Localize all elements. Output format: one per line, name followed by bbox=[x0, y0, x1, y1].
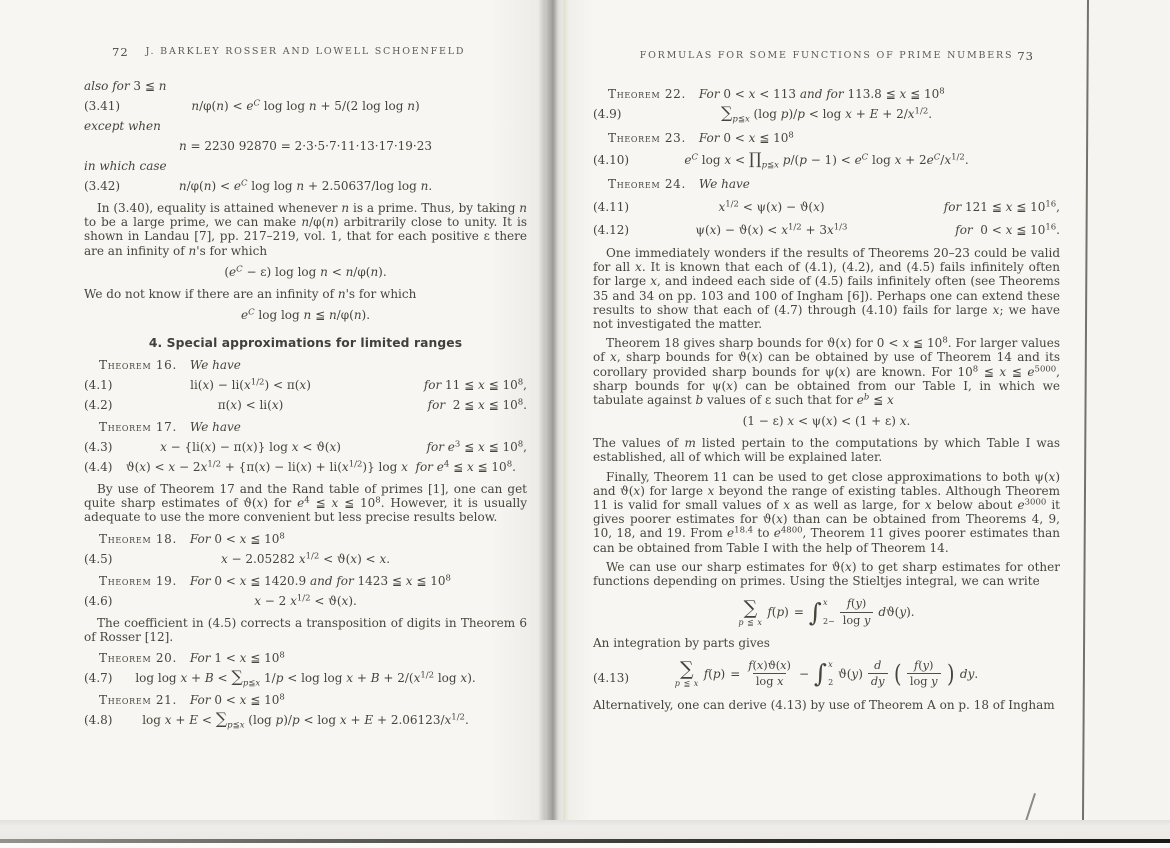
theorem-24 bbox=[593, 177, 1060, 192]
theorem-condition: For 1 < x ≦ $10^8$ bbox=[189, 650, 285, 666]
equation-4-4 bbox=[84, 460, 527, 475]
theorem-condition: For 0 < x < 113 and for 113.8 ≦ x ≦ $10^8$ bbox=[698, 86, 945, 101]
equation-formula: $(e^C - \varepsilon)$ log log n < n/φ(n). bbox=[224, 264, 387, 279]
theorem-19 bbox=[84, 574, 527, 589]
equation-4-12 bbox=[593, 223, 1060, 238]
fraction: $\frac{f(y)}{\text{log y}}$ bbox=[840, 597, 874, 628]
theorem-condition: We have bbox=[189, 358, 241, 373]
equation-tag: (4.9) bbox=[593, 107, 622, 121]
equation-range: for 11 ≦ x ≦ $10^8$, bbox=[423, 377, 527, 393]
equation-formula: π(x) < li(x) bbox=[217, 398, 284, 413]
paragraph: The coefficient in (4.5) corrects a transposition of digits in Theorem 6 of Rosser [12]. bbox=[84, 615, 527, 644]
theorem-label: Theorem 17. bbox=[99, 420, 178, 435]
equation-tag: (4.4) bbox=[84, 460, 113, 475]
page-73 bbox=[563, 0, 1088, 822]
equation-tag: (4.1) bbox=[84, 378, 113, 393]
running-head-authors: J. BARKLEY ROSSER AND LOWELL SCHOENFELD bbox=[145, 46, 466, 57]
equation-formula: x − 2 $x^{1/2} < ϑ(x)$. bbox=[254, 593, 357, 608]
equation-tag: (4.5) bbox=[84, 551, 113, 566]
sum-operator: ∑ p ≦ x bbox=[674, 658, 699, 689]
theorem-23 bbox=[593, 131, 1060, 146]
equation-range: for 121 ≦ x ≦ $10^{16}$, bbox=[943, 199, 1060, 214]
fraction: $\frac{d}{dy}$ bbox=[868, 659, 888, 690]
theorem-label: Theorem 24. bbox=[608, 177, 687, 191]
equation-formula: $e^C$ $\log x < \prod_{p≦x}$ $p/(p - 1) < e^C$ $\log x + 2e^C/x^{1/2}$. bbox=[684, 149, 969, 171]
book-gutter-shadow bbox=[538, 0, 568, 822]
equals-sign: = bbox=[730, 666, 741, 681]
equation-4-1 bbox=[84, 378, 527, 393]
theorem-20 bbox=[84, 651, 527, 666]
theorem-label: Theorem 23. bbox=[608, 131, 687, 145]
equation-tag: (3.42) bbox=[84, 179, 121, 193]
integral-operator: ∫ x 2− bbox=[808, 597, 835, 627]
theorem-label: Theorem 16. bbox=[99, 358, 178, 373]
equation-4-13 bbox=[593, 659, 1060, 690]
equation-formula: x − {li(x) − π(x)} log x < ϑ(x) bbox=[160, 440, 341, 455]
running-header-right bbox=[593, 50, 1060, 64]
equation-tag: (4.6) bbox=[84, 593, 113, 608]
equation-formula: $n/\varphi(n) < e^C$ log log n + 2.50637/log log n. bbox=[178, 178, 433, 193]
theorem-22 bbox=[593, 87, 1060, 102]
page-number-left: 72 bbox=[112, 45, 129, 59]
running-head-title: FORMULAS FOR SOME FUNCTIONS OF PRIME NUMBERS bbox=[639, 50, 1014, 61]
theorem-condition: For 0 < x ≦ $10^8$ bbox=[189, 692, 285, 708]
minus-sign: − bbox=[798, 666, 810, 681]
theorem-label: Theorem 21. bbox=[99, 693, 178, 708]
equation-formula: $\sum_{p≦x}$ (log $p)/p < \log x + E + 2/x^{1/2}$. bbox=[720, 103, 933, 125]
theorem-condition: We have bbox=[698, 177, 750, 191]
equation-formula: $\psi(x) - ϑ(x) < x^{1/2} + 3x^{1/3}$ bbox=[695, 222, 848, 237]
paragraph: Alternatively, one can derive (4.13) by use of Theorem A on p. 18 of Ingham bbox=[593, 698, 1055, 713]
equation-formula: $n/\varphi(n) < e^C$ log log n + 5/(2 log log n) bbox=[191, 98, 420, 113]
equation-4-5 bbox=[84, 552, 527, 567]
paragraph: Finally, Theorem 11 can be used to get close approximations to both ψ(x) and ϑ(x) for large x beyond the range of existing tables. Although Theorem 11 is valid for small values of x as well as large, for x below about $e^{3000}$ it gives poorer estimates for ϑ(x) than can be obtained from Theorems 4, 9, 10, 18, and 19. From $e^{18.4}$ to $e^{4800}$, Theorem 11 gives poorer estimates than can be obtained from Table I with the help of Theorem 14. bbox=[593, 469, 1061, 555]
equation-4-6 bbox=[84, 594, 527, 609]
equation-tag: (4.8) bbox=[84, 713, 113, 728]
theorem-condition: For 0 < x ≦ $10^8$ bbox=[189, 531, 285, 546]
equation-4-7 bbox=[84, 667, 527, 689]
formula-term: f(p) bbox=[703, 666, 726, 681]
equation-formula: ∑ p ≦ x f(p) = $\frac{f(x)ϑ(x)}{\text{log x}}$ − ∫ x 2 ϑ(y) $\frac{d}{dy}$ ( $\frac{f(y)}{\text{log y}}$ ) dy. bbox=[674, 658, 979, 689]
equation-4-2 bbox=[84, 398, 527, 413]
equation-tag: (4.11) bbox=[593, 200, 630, 214]
paragraph: In (3.40), equality is attained whenever n is a prime. Thus, by taking n to be a large prime, we can make n/φ(n) arbitrarily close to unity. It is shown in Landau [7], pp. 217–219, vol. 1, that for each positive ε there are an infinity of n's for which bbox=[84, 201, 528, 258]
scan-bottom-margin bbox=[0, 843, 1170, 848]
equation-4-8 bbox=[84, 709, 527, 731]
equation-4-3 bbox=[84, 440, 527, 455]
paragraph: One immediately wonders if the results of Theorems 20–23 could be valid for all x. It is known that each of (4.1), (4.2), and (4.5) fails infinitely often for large x, and indeed each side of (4.5) fails infinitely often (see Theorems 35 and 34 on pp. 103 and 100 of Ingham [6]). Perhaps one can extend these results to show that each of (4.7) through (4.10) fails for large x; we have not investigated the matter. bbox=[593, 246, 1060, 332]
fraction: $\frac{f(x)ϑ(x)}{\text{log x}}$ bbox=[748, 658, 791, 689]
theorem-condition: We have bbox=[189, 420, 241, 435]
condition-line: also for 3 ≦ n bbox=[84, 79, 167, 93]
theorem-condition: For 0 < x ≦ $10^8$ bbox=[698, 130, 794, 145]
equation-formula: $e^C$ log log n ≦ n/φ(n). bbox=[240, 307, 371, 323]
theorem-label: Theorem 19. bbox=[99, 573, 178, 588]
theorem-condition: For 0 < x ≦ 1420.9 and for 1423 ≦ x ≦ $10^8$ bbox=[189, 573, 451, 588]
equation-infinity bbox=[84, 265, 527, 280]
page-72 bbox=[0, 0, 545, 822]
fraction: $\frac{f(y)}{\text{log y}}$ bbox=[907, 659, 941, 690]
theorem-18 bbox=[84, 532, 527, 547]
equation-4-11 bbox=[593, 200, 1060, 215]
equation-tag: (4.10) bbox=[593, 153, 630, 167]
equation-formula: x − 2.05282 $x^{1/2} < ϑ(x) < x$. bbox=[220, 551, 391, 566]
equation-3-41 bbox=[84, 99, 527, 114]
equation-tag: (3.41) bbox=[84, 99, 121, 113]
condition-line: except when bbox=[84, 119, 161, 133]
equation-formula: $ϑ(x) < x - 2x^{1/2} + \{\pi(x) - li(x) + li(x^{1/2})\}$ log x for $e^4$ ≦ x ≦ $10^8$. bbox=[126, 459, 516, 475]
scan-bottom-band bbox=[0, 820, 1170, 839]
equation-formula: $\log \log x + B < \sum_{p≦x}$ $1/p < \log \log x + B + 2/(x^{1/2}$ log x). bbox=[135, 667, 476, 689]
theorem-label: Theorem 20. bbox=[99, 651, 178, 666]
equation-formula: $x^{1/2} < \psi(x) - ϑ(x)$ bbox=[718, 199, 825, 214]
paragraph: We can use our sharp estimates for ϑ(x) to get sharp estimates for other functions depending on primes. Using the Stieltjes integral, we can write bbox=[593, 559, 1060, 589]
equation-tag: (4.7) bbox=[84, 671, 113, 686]
theorem-16 bbox=[84, 358, 527, 373]
integral-operator: ∫ x 2 bbox=[814, 659, 834, 689]
equation-4-9 bbox=[593, 103, 1060, 125]
equation-4-10 bbox=[593, 149, 1060, 171]
equation-not-known bbox=[84, 308, 527, 323]
equation-formula: (1 − ε) x < ψ(x) < (1 + ε) x. bbox=[742, 414, 911, 429]
paragraph: The values of m listed pertain to the computations by which Table I was established, all of which will be explained later. bbox=[593, 436, 1061, 465]
equation-range: for $e^3$ ≦ x ≦ $10^8$, bbox=[426, 439, 527, 455]
page-number-right: 73 bbox=[1017, 49, 1034, 63]
formula-term: dy. bbox=[959, 666, 979, 681]
theorem-label: Theorem 22. bbox=[608, 87, 687, 101]
equation-range: for 2 ≦ x ≦ $10^8$. bbox=[427, 397, 527, 413]
equation-epsilon-bounds bbox=[593, 414, 1060, 429]
paragraph: By use of Theorem 17 and the Rand table of primes [1], one can get quite sharp estimates of ϑ(x) for $e^4$ ≦ x ≦ $10^8$. However, it is usually adequate to use the more convenient but less precise results below. bbox=[84, 482, 527, 525]
formula-term: ϑ(y) bbox=[838, 666, 863, 681]
equation-tag: (4.2) bbox=[84, 398, 113, 413]
equation-3-42 bbox=[84, 179, 527, 194]
equation-tag: (4.13) bbox=[593, 670, 630, 685]
formula-term: dϑ(y). bbox=[878, 605, 915, 620]
theorem-21 bbox=[84, 693, 527, 708]
condition-line: in which case bbox=[84, 159, 167, 173]
equation-tag: (4.12) bbox=[593, 223, 630, 237]
page-edge-underlay bbox=[1089, 0, 1170, 822]
equation-range: for 0 < x ≦ $10^{16}$. bbox=[955, 222, 1060, 237]
theorem-17 bbox=[84, 420, 527, 435]
equation-tag: (4.3) bbox=[84, 440, 113, 455]
equation-formula: $\log x + E < \sum_{p≦x}$ (log $p)/p < \log x + E + 2.06123/x^{1/2}$. bbox=[142, 709, 469, 731]
sum-operator: ∑ p ≦ x bbox=[738, 596, 763, 627]
equals-sign: = bbox=[793, 605, 804, 620]
paragraph: An integration by parts gives bbox=[593, 635, 770, 650]
paragraph: Theorem 18 gives sharp bounds for ϑ(x) for 0 < x ≦ $10^8$. For larger values of x, sharp bounds for ϑ(x) can be obtained by use of Theorem 14 and its corollary provided sharp bounds for ψ(x) are known. For $10^8$ ≦ x ≦ $e^{5000}$, sharp bounds for ψ(x) can be obtained from our Table I, in which we tabulate against b values of ε such that for $e^b$ ≦ x bbox=[593, 335, 1061, 408]
equation-formula: n = 2230 92870 = 2·3·5·7·11·13·17·19·23 bbox=[178, 139, 433, 153]
formula-term: f(p) bbox=[767, 605, 789, 620]
running-header-left bbox=[84, 46, 527, 60]
equation-formula: $li(x) - li(x^{1/2}) < \pi(x)$ bbox=[190, 377, 311, 393]
theorem-label: Theorem 18. bbox=[99, 531, 178, 546]
section-heading: 4. Special approximations for limited ranges bbox=[148, 336, 463, 351]
paragraph: We do not know if there are an infinity of n's for which bbox=[84, 286, 417, 301]
equation-stieltjes-integral bbox=[593, 597, 1060, 628]
equation-n-factorization bbox=[84, 139, 527, 154]
